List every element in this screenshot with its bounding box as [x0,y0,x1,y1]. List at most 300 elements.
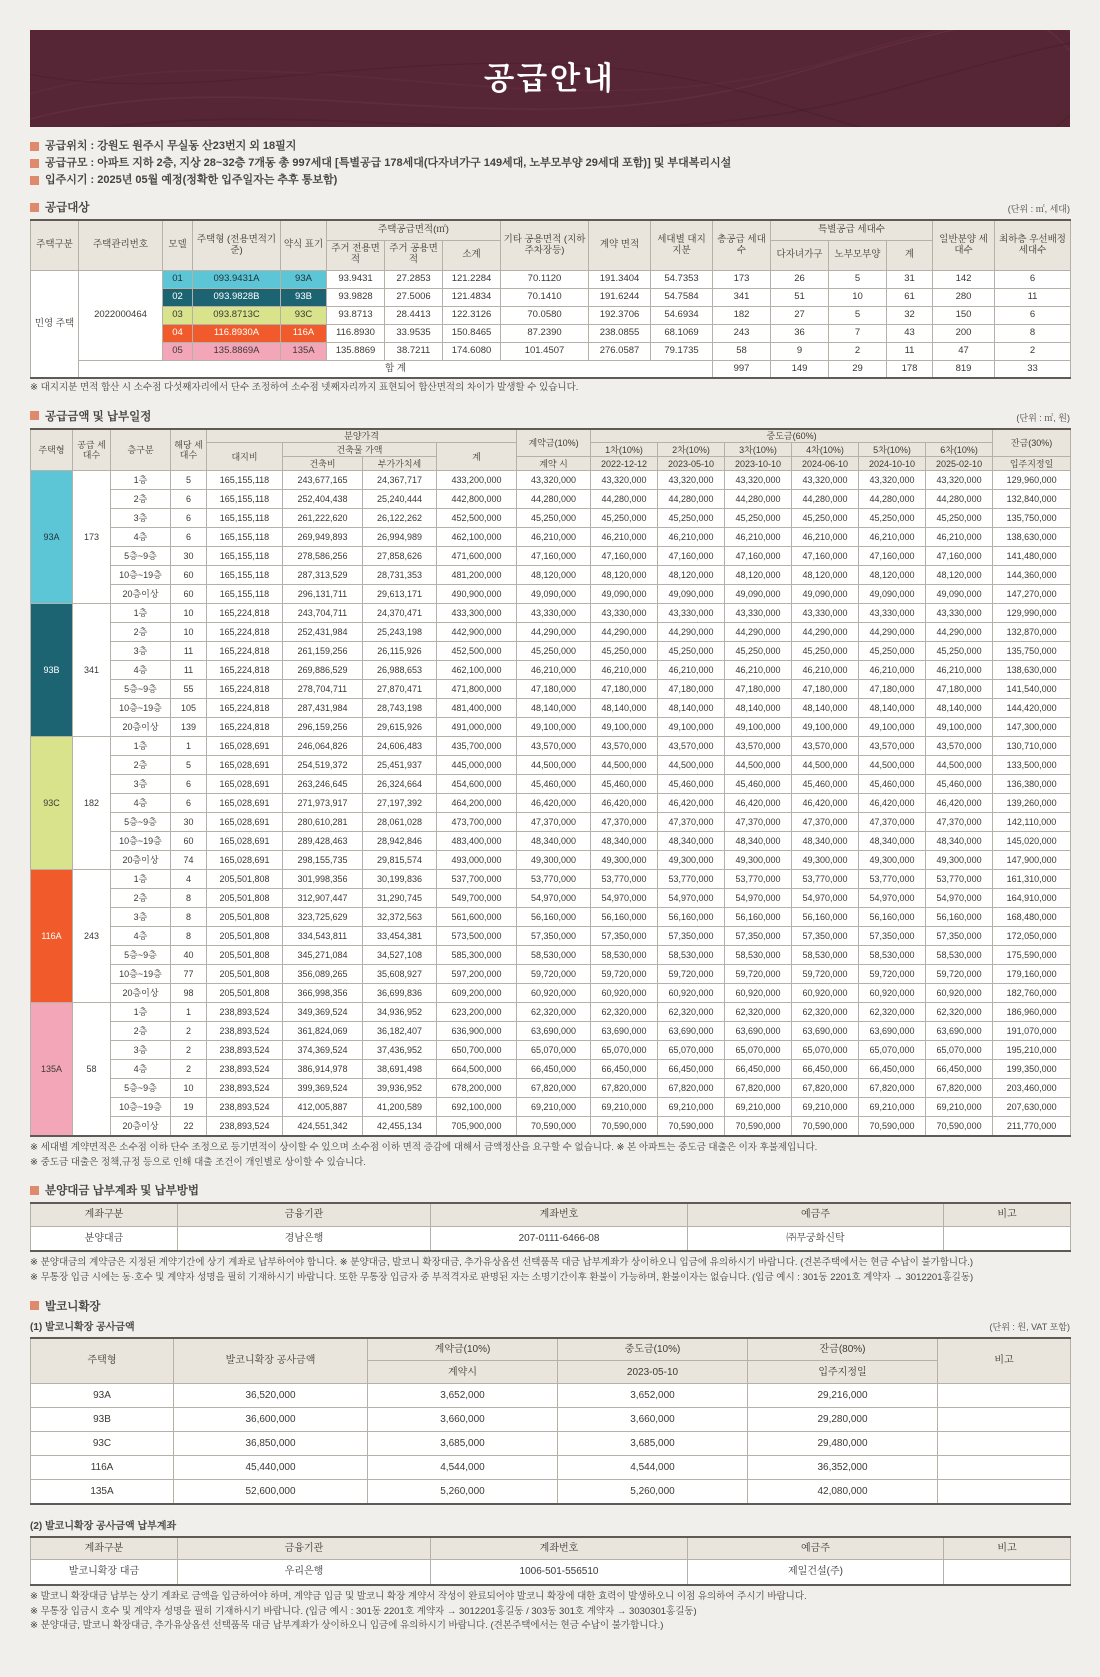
installment-4-cell: 48,140,000 [792,699,859,718]
building-price-cell: 296,159,256 [283,718,363,737]
land-price-cell: 205,501,808 [207,946,283,965]
type-code-cell: 093.8713C [193,306,281,324]
installment-2-cell: 62,320,000 [658,1003,725,1022]
floor-cell: 10층~19층 [111,965,171,984]
installment-1-cell: 48,120,000 [591,566,658,585]
installment-1-cell: 62,320,000 [591,1003,658,1022]
type-short-cell: 93C [281,306,327,324]
installment-1-cell: 59,720,000 [591,965,658,984]
contract-payment-cell: 44,500,000 [517,756,591,775]
building-price-cell: 361,824,069 [283,1022,363,1041]
building-price-cell: 269,949,893 [283,528,363,547]
col-installment-4: 4차(10%) [792,443,859,457]
col-general: 일반분양 세대수 [933,220,995,270]
balance-cell: 207,630,000 [993,1098,1071,1117]
total-price-cell: 481,400,000 [437,699,517,718]
contract-payment-cell: 65,070,000 [517,1041,591,1060]
col-installment-2-date: 2023-05-10 [658,457,725,471]
cell-contract-area: 191.3404 [589,270,651,288]
installment-3-cell: 67,820,000 [725,1079,792,1098]
account-holder: 제일건설(주) [688,1560,944,1585]
installment-5-cell: 48,120,000 [859,566,926,585]
model-cell: 05 [163,342,193,360]
installment-5-cell: 46,420,000 [859,794,926,813]
col-contract-when: 계약시 [368,1361,558,1384]
contract-payment-cell: 48,340,000 [517,832,591,851]
col-building: 건축비 [283,457,363,471]
installment-5-cell: 45,250,000 [859,509,926,528]
installment-1-cell: 60,920,000 [591,984,658,1003]
installment-4-cell: 62,320,000 [792,1003,859,1022]
total-price-cell: 692,100,000 [437,1098,517,1117]
installment-4-cell: 44,280,000 [792,490,859,509]
installment-5-cell: 44,500,000 [859,756,926,775]
balance-cell: 133,500,000 [993,756,1071,775]
installment-2-cell: 58,530,000 [658,946,725,965]
installment-5-cell: 43,320,000 [859,471,926,490]
page-title: 공급안내 [484,61,616,96]
section-title-text: 분양대금 납부계좌 및 납부방법 [45,1185,200,1198]
square-bullet-icon [30,142,39,151]
contract-cell: 3,652,000 [368,1384,558,1408]
installment-2-cell: 49,090,000 [658,585,725,604]
installment-2-cell: 46,210,000 [658,661,725,680]
schedule-row-93C-20층이상 [31,851,1071,870]
land-price-cell: 238,893,524 [207,1003,283,1022]
cell-special-sum: 43 [887,324,933,342]
balcony-account-subtitle: (2) 발코니확장 공사금액 납부계좌 [30,1520,177,1532]
installment-3-cell: 62,320,000 [725,1003,792,1022]
building-price-cell: 271,973,917 [283,794,363,813]
payment-account-notes [30,1256,1070,1285]
floor-cell: 3층 [111,775,171,794]
units-cell: 6 [171,794,207,813]
installment-5-cell: 66,450,000 [859,1060,926,1079]
installment-1-cell: 63,690,000 [591,1022,658,1041]
installment-5-cell: 59,720,000 [859,965,926,984]
cell-subtotal: 150.8465 [443,324,501,342]
type-short-cell: 93A [281,270,327,288]
floor-cell: 1층 [111,737,171,756]
col-type: 주택형 [31,1338,174,1384]
col-special-sum: 계 [887,240,933,270]
col-common: 주거 공용면적 [385,240,443,270]
balance-cell: 144,420,000 [993,699,1071,718]
total-price-cell: 636,900,000 [437,1022,517,1041]
vat-cell: 28,942,846 [363,832,437,851]
installment-1-cell: 44,500,000 [591,756,658,775]
building-price-cell: 334,543,811 [283,927,363,946]
installment-5-cell: 43,570,000 [859,737,926,756]
info-location [30,140,1070,154]
schedule-row-93A-10층~19층 [31,566,1071,585]
installment-2-cell: 44,280,000 [658,490,725,509]
land-price-cell: 165,155,118 [207,490,283,509]
balcony-account-subheader-row [30,1517,1070,1532]
installment-2-cell: 49,300,000 [658,851,725,870]
installment-3-cell: 47,370,000 [725,813,792,832]
floor-cell: 5층~9층 [111,1079,171,1098]
col-elderly: 노부모부양 [829,240,887,270]
schedule-row-93A-5층~9층 [31,547,1071,566]
installment-2-cell: 69,210,000 [658,1098,725,1117]
balance-cell: 147,900,000 [993,851,1071,870]
col-account-type: 계좌구분 [31,1203,178,1226]
installment-2-cell: 48,120,000 [658,566,725,585]
installment-2-cell: 67,820,000 [658,1079,725,1098]
floor-cell: 5층~9층 [111,680,171,699]
contract-payment-cell: 44,290,000 [517,623,591,642]
land-price-cell: 205,501,808 [207,908,283,927]
land-price-cell: 165,028,691 [207,756,283,775]
balcony-row-93C [31,1432,1071,1456]
contract-payment-cell: 54,970,000 [517,889,591,908]
building-price-cell: 246,064,826 [283,737,363,756]
cell-contract-area: 238.0855 [589,324,651,342]
total-price-cell: 462,100,000 [437,661,517,680]
vat-cell: 24,370,471 [363,604,437,623]
installment-1-cell: 65,070,000 [591,1041,658,1060]
units-cell: 11 [171,642,207,661]
building-price-cell: 374,369,524 [283,1041,363,1060]
col-supply-area-group: 주택공급면적(㎡) [327,220,501,240]
schedule-row-116A-4층 [31,927,1071,946]
floor-cell: 4층 [111,528,171,547]
supply-row-116A [31,324,1071,342]
installment-3-cell: 47,180,000 [725,680,792,699]
land-price-cell: 165,155,118 [207,509,283,528]
col-account-number: 계좌번호 [431,1203,688,1226]
installment-5-cell: 58,530,000 [859,946,926,965]
contract-payment-cell: 47,160,000 [517,547,591,566]
installment-3-cell: 54,970,000 [725,889,792,908]
col-subtotal: 소계 [443,240,501,270]
section-title-text: 공급금액 및 납부일정 [45,410,152,423]
total-price-cell: 573,500,000 [437,927,517,946]
building-price-cell: 399,369,524 [283,1079,363,1098]
note-line: ※ 무통장 입금 시에는 동·호수 및 계약자 성명을 필히 기재하시기 바랍니다. 또한 무통장 입금자 중 부적격자로 판명된 자는 소명기간이후 환불이 가능하며, 환불이자는 없습니다. (입금 예시 : 301동 2201호 계약자 → 3012201홍길동) [30,1272,974,1284]
schedule-row-93A-1층 [31,471,1071,490]
cell-land-share: 54.7353 [651,270,713,288]
land-price-cell: 205,501,808 [207,870,283,889]
balance-cell: 168,480,000 [993,908,1071,927]
contract-payment-cell: 69,210,000 [517,1098,591,1117]
installment-6-cell: 49,090,000 [926,585,993,604]
balance-cell: 145,020,000 [993,832,1071,851]
units-cell: 1 [171,1003,207,1022]
cell-lowest-floor: 6 [995,306,1071,324]
installment-2-cell: 43,330,000 [658,604,725,623]
cell-other-common: 101.4507 [501,342,589,360]
installment-3-cell: 49,100,000 [725,718,792,737]
installment-6-cell: 48,140,000 [926,699,993,718]
floor-cell: 1층 [111,1003,171,1022]
schedule-row-93A-4층 [31,528,1071,547]
cell-general: 150 [933,306,995,324]
cell-other-common: 70.1410 [501,288,589,306]
installment-1-cell: 58,530,000 [591,946,658,965]
installment-3-cell: 44,280,000 [725,490,792,509]
installment-1-cell: 49,100,000 [591,718,658,737]
land-price-cell: 238,893,524 [207,1022,283,1041]
col-total-units: 총공급 세대수 [713,220,771,270]
management-number-cell: 2022000464 [79,270,163,360]
installment-3-cell: 49,300,000 [725,851,792,870]
vat-cell: 26,324,664 [363,775,437,794]
contract-payment-cell: 49,100,000 [517,718,591,737]
info-scale [30,157,1070,171]
payment-schedule-header-row [30,408,1070,424]
col-holder: 예금주 [688,1537,944,1560]
total-price-cell: 561,600,000 [437,908,517,927]
contract-cell: 4,544,000 [368,1456,558,1480]
vat-cell: 25,240,444 [363,490,437,509]
schedule-row-93C-4층 [31,794,1071,813]
schedule-row-135A-10층~19층 [31,1098,1071,1117]
building-price-cell: 412,005,887 [283,1098,363,1117]
installment-5-cell: 48,140,000 [859,699,926,718]
cell-contract-area: 192.3706 [589,306,651,324]
building-price-cell: 312,907,447 [283,889,363,908]
total-price-cell: 490,900,000 [437,585,517,604]
type-cell-135A: 135A [31,1003,73,1136]
installment-1-cell: 45,250,000 [591,509,658,528]
contract-payment-cell: 67,820,000 [517,1079,591,1098]
floor-cell: 1층 [111,604,171,623]
installment-1-cell: 45,250,000 [591,642,658,661]
balance-cell: 147,270,000 [993,585,1071,604]
installment-4-cell: 45,250,000 [792,509,859,528]
building-price-cell: 278,586,256 [283,547,363,566]
col-bank: 금융기관 [178,1203,431,1226]
land-price-cell: 165,028,691 [207,832,283,851]
installment-3-cell: 43,330,000 [725,604,792,623]
units-cell: 98 [171,984,207,1003]
balcony-row-135A [31,1480,1071,1504]
type-code-cell: 093.9828B [193,288,281,306]
balcony-cost-tbody [31,1384,1071,1504]
units-cell: 2 [171,1060,207,1079]
installment-5-cell: 49,090,000 [859,585,926,604]
installment-4-cell: 49,100,000 [792,718,859,737]
installment-5-cell: 49,300,000 [859,851,926,870]
contract-payment-cell: 45,250,000 [517,509,591,528]
installment-1-cell: 46,210,000 [591,528,658,547]
building-price-cell: 243,704,711 [283,604,363,623]
note-line: ※ 무통장 입금시 호수 및 계약자 성명을 필히 기재하시기 바랍니다. (입금 예시 : 301동 2201호 계약자 → 3012201홍길동 / 303동 301호 계약자 → 3030301홍길동) [30,1605,697,1617]
installment-6-cell: 47,370,000 [926,813,993,832]
installment-2-cell: 48,140,000 [658,699,725,718]
installment-6-cell: 56,160,000 [926,908,993,927]
installment-4-cell: 58,530,000 [792,946,859,965]
supply-count-cell: 58 [73,1003,111,1136]
header-banner [30,30,1070,127]
type-short-cell: 93B [281,288,327,306]
balance-cell: 135,750,000 [993,509,1071,528]
cell-special-sum: 32 [887,306,933,324]
floor-cell: 20층이상 [111,585,171,604]
contract-payment-cell: 43,570,000 [517,737,591,756]
schedule-row-93C-2층 [31,756,1071,775]
cell-exclusive: 93.9828 [327,288,385,306]
units-cell: 6 [171,490,207,509]
installment-6-cell: 62,320,000 [926,1003,993,1022]
installment-6-cell: 48,340,000 [926,832,993,851]
cell-lowest-floor: 2 [995,342,1071,360]
cell-subtotal: 174.6080 [443,342,501,360]
units-cell: 4 [171,870,207,889]
installment-5-cell: 48,340,000 [859,832,926,851]
installment-2-cell: 45,460,000 [658,775,725,794]
supply-target-table [30,219,1071,379]
contract-cell: 3,685,000 [368,1432,558,1456]
supply-count-cell: 243 [73,870,111,1003]
col-installment-4-date: 2024-06-10 [792,457,859,471]
floor-cell: 1층 [111,870,171,889]
type-cell-93C: 93C [31,737,73,870]
installment-6-cell: 49,100,000 [926,718,993,737]
vat-cell: 24,367,717 [363,471,437,490]
building-price-cell: 287,431,984 [283,699,363,718]
installment-2-cell: 59,720,000 [658,965,725,984]
note-line: ※ 분양대금, 발코니 확장대금, 추가유상옵션 선택품목 대금 납부계좌가 상이하오니 입금에 유의하시기 바랍니다. (견본주택에서는 현금 수납이 불가합니다.) [30,1620,664,1632]
contract-payment-cell: 49,090,000 [517,585,591,604]
cell-lowest-floor: 6 [995,270,1071,288]
installment-3-cell: 45,250,000 [725,509,792,528]
square-bullet-icon [30,1301,39,1310]
schedule-row-116A-1층 [31,870,1071,889]
schedule-row-93B-3층 [31,642,1071,661]
cell-multi-child: 27 [771,306,829,324]
total-price-cell: 471,800,000 [437,680,517,699]
col-interim-date: 2023-05-10 [558,1361,748,1384]
col-interim: 중도금(10%) [558,1338,748,1361]
col-balance-when: 입주지정일 [993,457,1071,471]
balance-cell: 129,990,000 [993,604,1071,623]
installment-5-cell: 43,330,000 [859,604,926,623]
cell-total: 173 [713,270,771,288]
balcony-cost-subtitle: (1) 발코니확장 공사금액 [30,1321,135,1333]
installment-5-cell: 65,070,000 [859,1041,926,1060]
col-model: 모델 [163,220,193,270]
vat-cell: 30,199,836 [363,870,437,889]
col-price-group: 분양가격 [207,429,517,443]
installment-3-cell: 66,450,000 [725,1060,792,1079]
land-price-cell: 165,155,118 [207,566,283,585]
floor-cell: 2층 [111,889,171,908]
unit-label: (단위 : 원, VAT 포함) [989,1321,1070,1332]
balance-cell: 42,080,000 [748,1480,938,1504]
installment-4-cell: 69,210,000 [792,1098,859,1117]
schedule-row-93B-20층이상 [31,718,1071,737]
cell-land-share: 54.6934 [651,306,713,324]
supply-count-cell: 173 [73,471,111,604]
col-vat: 부가가치세 [363,457,437,471]
vat-cell: 36,699,836 [363,984,437,1003]
installment-5-cell: 46,210,000 [859,528,926,547]
floor-cell: 20층이상 [111,984,171,1003]
installment-4-cell: 70,590,000 [792,1117,859,1136]
type-short-cell: 116A [281,324,327,342]
installment-4-cell: 56,160,000 [792,908,859,927]
cell-total: 341 [713,288,771,306]
vat-cell: 36,182,407 [363,1022,437,1041]
account-note [944,1560,1071,1585]
col-exclusive: 주거 전용면적 [327,240,385,270]
land-price-cell: 165,028,691 [207,737,283,756]
land-price-cell: 165,155,118 [207,585,283,604]
contract-payment-cell: 57,350,000 [517,927,591,946]
installment-4-cell: 47,180,000 [792,680,859,699]
contract-payment-cell: 46,420,000 [517,794,591,813]
floor-cell: 5층~9층 [111,946,171,965]
installment-5-cell: 57,350,000 [859,927,926,946]
total-price-cell: 442,900,000 [437,623,517,642]
contract-payment-cell: 46,210,000 [517,528,591,547]
note-cell [938,1480,1071,1504]
installment-2-cell: 57,350,000 [658,927,725,946]
installment-4-cell: 43,570,000 [792,737,859,756]
vat-cell: 24,606,483 [363,737,437,756]
installment-4-cell: 43,330,000 [792,604,859,623]
col-installment-5-date: 2024-10-10 [859,457,926,471]
balcony-account-row [31,1560,1071,1585]
installment-6-cell: 49,300,000 [926,851,993,870]
section-title-supply-target [30,199,89,215]
cell-general: 280 [933,288,995,306]
installment-4-cell: 63,690,000 [792,1022,859,1041]
balcony-cost-subheader-row [30,1318,1070,1333]
land-price-cell: 165,028,691 [207,794,283,813]
installment-6-cell: 54,970,000 [926,889,993,908]
installment-6-cell: 46,210,000 [926,661,993,680]
building-price-cell: 424,551,342 [283,1117,363,1136]
square-bullet-icon [30,176,39,185]
col-balance: 잔금(80%) [748,1338,938,1361]
col-units: 해당 세대수 [171,429,207,471]
total-label-cell: 합 계 [79,360,713,378]
cell-elderly: 10 [829,288,887,306]
contract-payment-cell: 63,690,000 [517,1022,591,1041]
schedule-row-135A-3층 [31,1041,1071,1060]
vat-cell: 42,455,134 [363,1117,437,1136]
vat-cell: 26,122,262 [363,509,437,528]
floor-cell: 5층~9층 [111,813,171,832]
col-note: 비고 [944,1537,1071,1560]
installment-3-cell: 69,210,000 [725,1098,792,1117]
payment-account-header-row [30,1182,1070,1198]
installment-3-cell: 60,920,000 [725,984,792,1003]
units-cell: 60 [171,832,207,851]
cell-exclusive: 116.8930 [327,324,385,342]
total-price-cell: 433,200,000 [437,471,517,490]
balcony-row-116A [31,1456,1071,1480]
installment-3-cell: 43,320,000 [725,471,792,490]
account-number: 207-0111-6466-08 [431,1226,688,1251]
installment-6-cell: 60,920,000 [926,984,993,1003]
installment-4-cell: 48,340,000 [792,832,859,851]
units-cell: 19 [171,1098,207,1117]
schedule-row-93B-2층 [31,623,1071,642]
units-cell: 10 [171,604,207,623]
land-price-cell: 165,224,818 [207,718,283,737]
installment-4-cell: 60,920,000 [792,984,859,1003]
land-price-cell: 205,501,808 [207,965,283,984]
units-cell: 8 [171,908,207,927]
col-housing-class: 주택구분 [31,220,79,270]
installment-4-cell: 67,820,000 [792,1079,859,1098]
units-cell: 60 [171,585,207,604]
